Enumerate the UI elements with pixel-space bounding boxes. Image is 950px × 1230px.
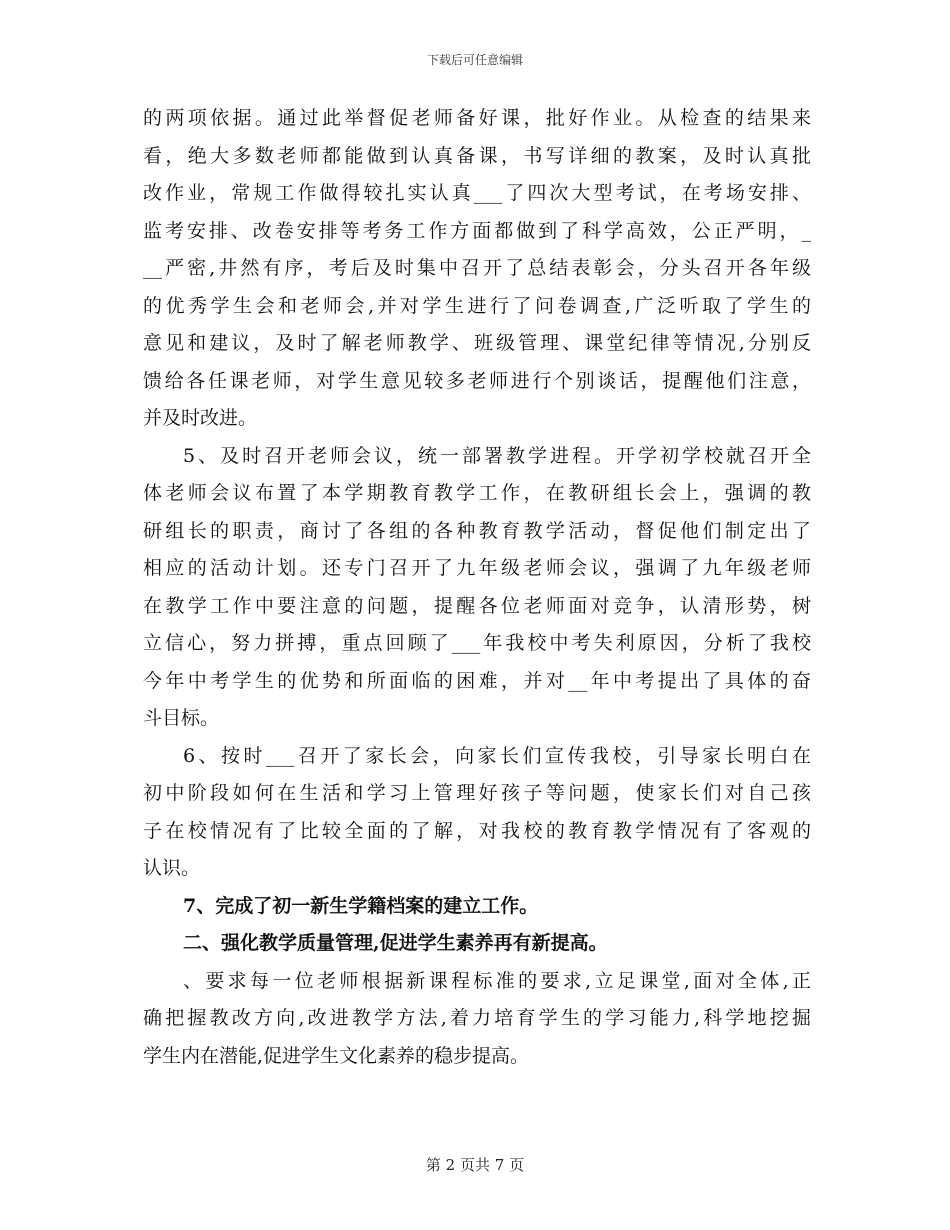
text-line: 改作业，常规工作做得较扎实认真___了四次大型考试，在考场安排、 [143,182,811,204]
text-line: 子在校情况有了比较全面的了解，对我校的教育教学情况有了客观的 [143,819,811,842]
text-line: 立信心，努力拼搏，重点回顾了___年我校中考失利原因，分析了我校 [143,632,811,654]
text-line: 馈给各任课老师，对学生意见较多老师进行个别谈话，提醒他们注意， [143,369,811,392]
text-line: 并及时改进。 [143,407,258,429]
paragraph-5-start: 5、及时召开老师会议，统一部署教学进程。开学初学校就召开全 [183,444,811,467]
text-line: __严密,井然有序，考后及时集中召开了总结表彰会，分头召开各年级 [143,257,811,279]
text-line: 在教学工作中要注意的问题，提醒各位老师面对竞争，认清形势，树 [143,594,811,617]
text-line: 学生内在潜能,促进学生文化素养的稳步提高。 [143,1044,530,1067]
text-line: 体老师会议布置了本学期教育教学工作，在教研组长会上，强调的教 [143,482,811,504]
item-7-heading: 7、完成了初一新生学籍档案的建立工作。 [183,894,539,917]
section-2-heading: 二、强化教学质量管理,促进学生素养再有新提高。 [183,932,608,954]
document-body [143,100,811,1075]
text-line: 意见和建议，及时了解老师教学、班级管理、课堂纪律等情况,分别反 [143,332,811,354]
text-line: 研组长的职责，商讨了各组的各种教育教学活动，督促他们制定出了 [143,519,811,542]
text-line: 认识。 [143,857,201,879]
paragraph-6-start: 6、按时___召开了家长会，向家长们宣传我校，引导家长明白在 [183,744,811,767]
text-line: 监考安排、改卷安排等考务工作方面都做到了科学高效，公正严明，_ [143,219,811,242]
text-line: 确把握教改方向,改进教学方法,着力培育学生的学习能力,科学地挖掘 [143,1007,811,1029]
paragraph-requirements-start: 、要求每一位老师根据新课程标准的要求,立足课堂,面对全体,正 [183,969,811,992]
text-line: 斗目标。 [143,707,220,729]
page-number: 第 2 页共 7 页 [425,1156,525,1174]
page-header: 下载后可任意编辑 [426,53,523,67]
text-line: 的优秀学生会和老师会,并对学生进行了问卷调查,广泛听取了学生的 [143,294,811,317]
text-line: 看，绝大多数老师都能做到认真备课，书写详细的教案，及时认真批 [143,144,811,167]
text-line: 的两项依据。通过此举督促老师备好课，批好作业。从检查的结果来 [143,107,811,129]
text-line: 相应的活动计划。还专门召开了九年级老师会议，强调了九年级老师 [143,557,811,579]
text-line: 初中阶段如何在生活和学习上管理好孩子等问题，使家长们对自己孩 [143,782,811,804]
text-line: 今年中考学生的优势和所面临的困难，并对__年中考提出了具体的奋 [143,669,811,692]
